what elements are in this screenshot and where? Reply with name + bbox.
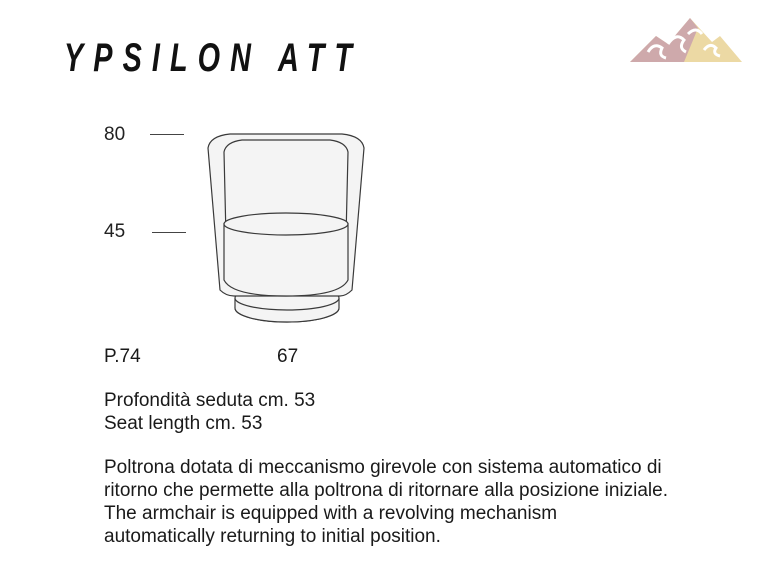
description-it-line-2: ritorno che permette alla poltrona di ritornare alla posizione iniziale. [104,480,668,501]
price-code: P.74 [104,346,141,367]
description-en-line-1: The armchair is equipped with a revolving mechanism [104,503,558,524]
brand-logo [628,14,744,66]
width-label: 67 [277,346,299,367]
seat-info [104,389,315,435]
seat-depth-italian: Profondità seduta cm. 53 [104,390,316,411]
product-title: YPSILON ATT [64,36,363,80]
seat-depth-english: Seat length cm. 53 [104,413,263,434]
armchair-drawing [140,120,380,340]
description-en-line-2: automatically returning to initial position. [104,526,441,547]
description [104,456,754,548]
height-total-label: 80 [104,124,126,145]
seat-height-label: 45 [104,221,126,242]
description-it-line-1: Poltrona dotata di meccanismo girevole con sistema automatico di [104,457,662,478]
seat-top [224,213,348,235]
